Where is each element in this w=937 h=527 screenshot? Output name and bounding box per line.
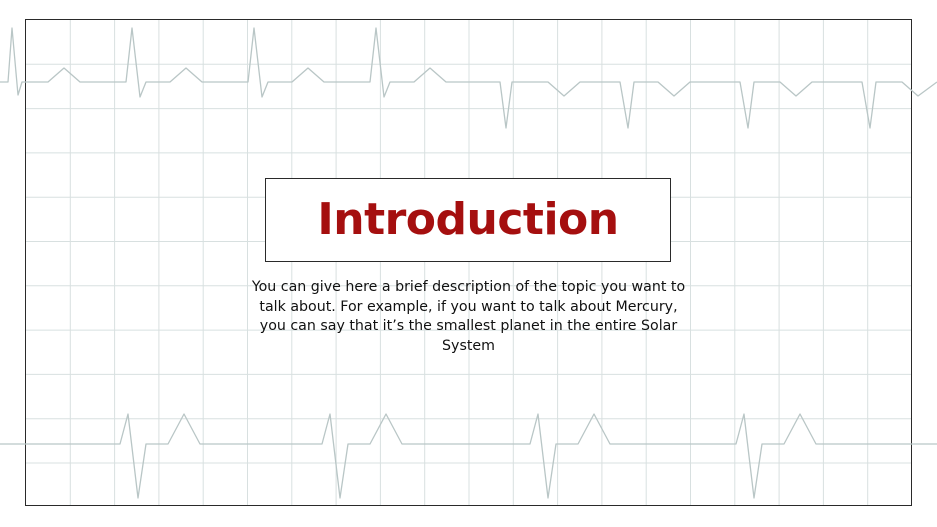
slide-title: Introduction [317, 194, 619, 245]
grid-background [26, 20, 912, 506]
title-box [265, 178, 671, 262]
slide-description: You can give here a brief description of the topic you want to talk about. For example, if you want to talk about Mercury, you can say that it’s the smallest planet in the entire Solar System [251, 279, 686, 354]
slide-frame [25, 19, 912, 506]
